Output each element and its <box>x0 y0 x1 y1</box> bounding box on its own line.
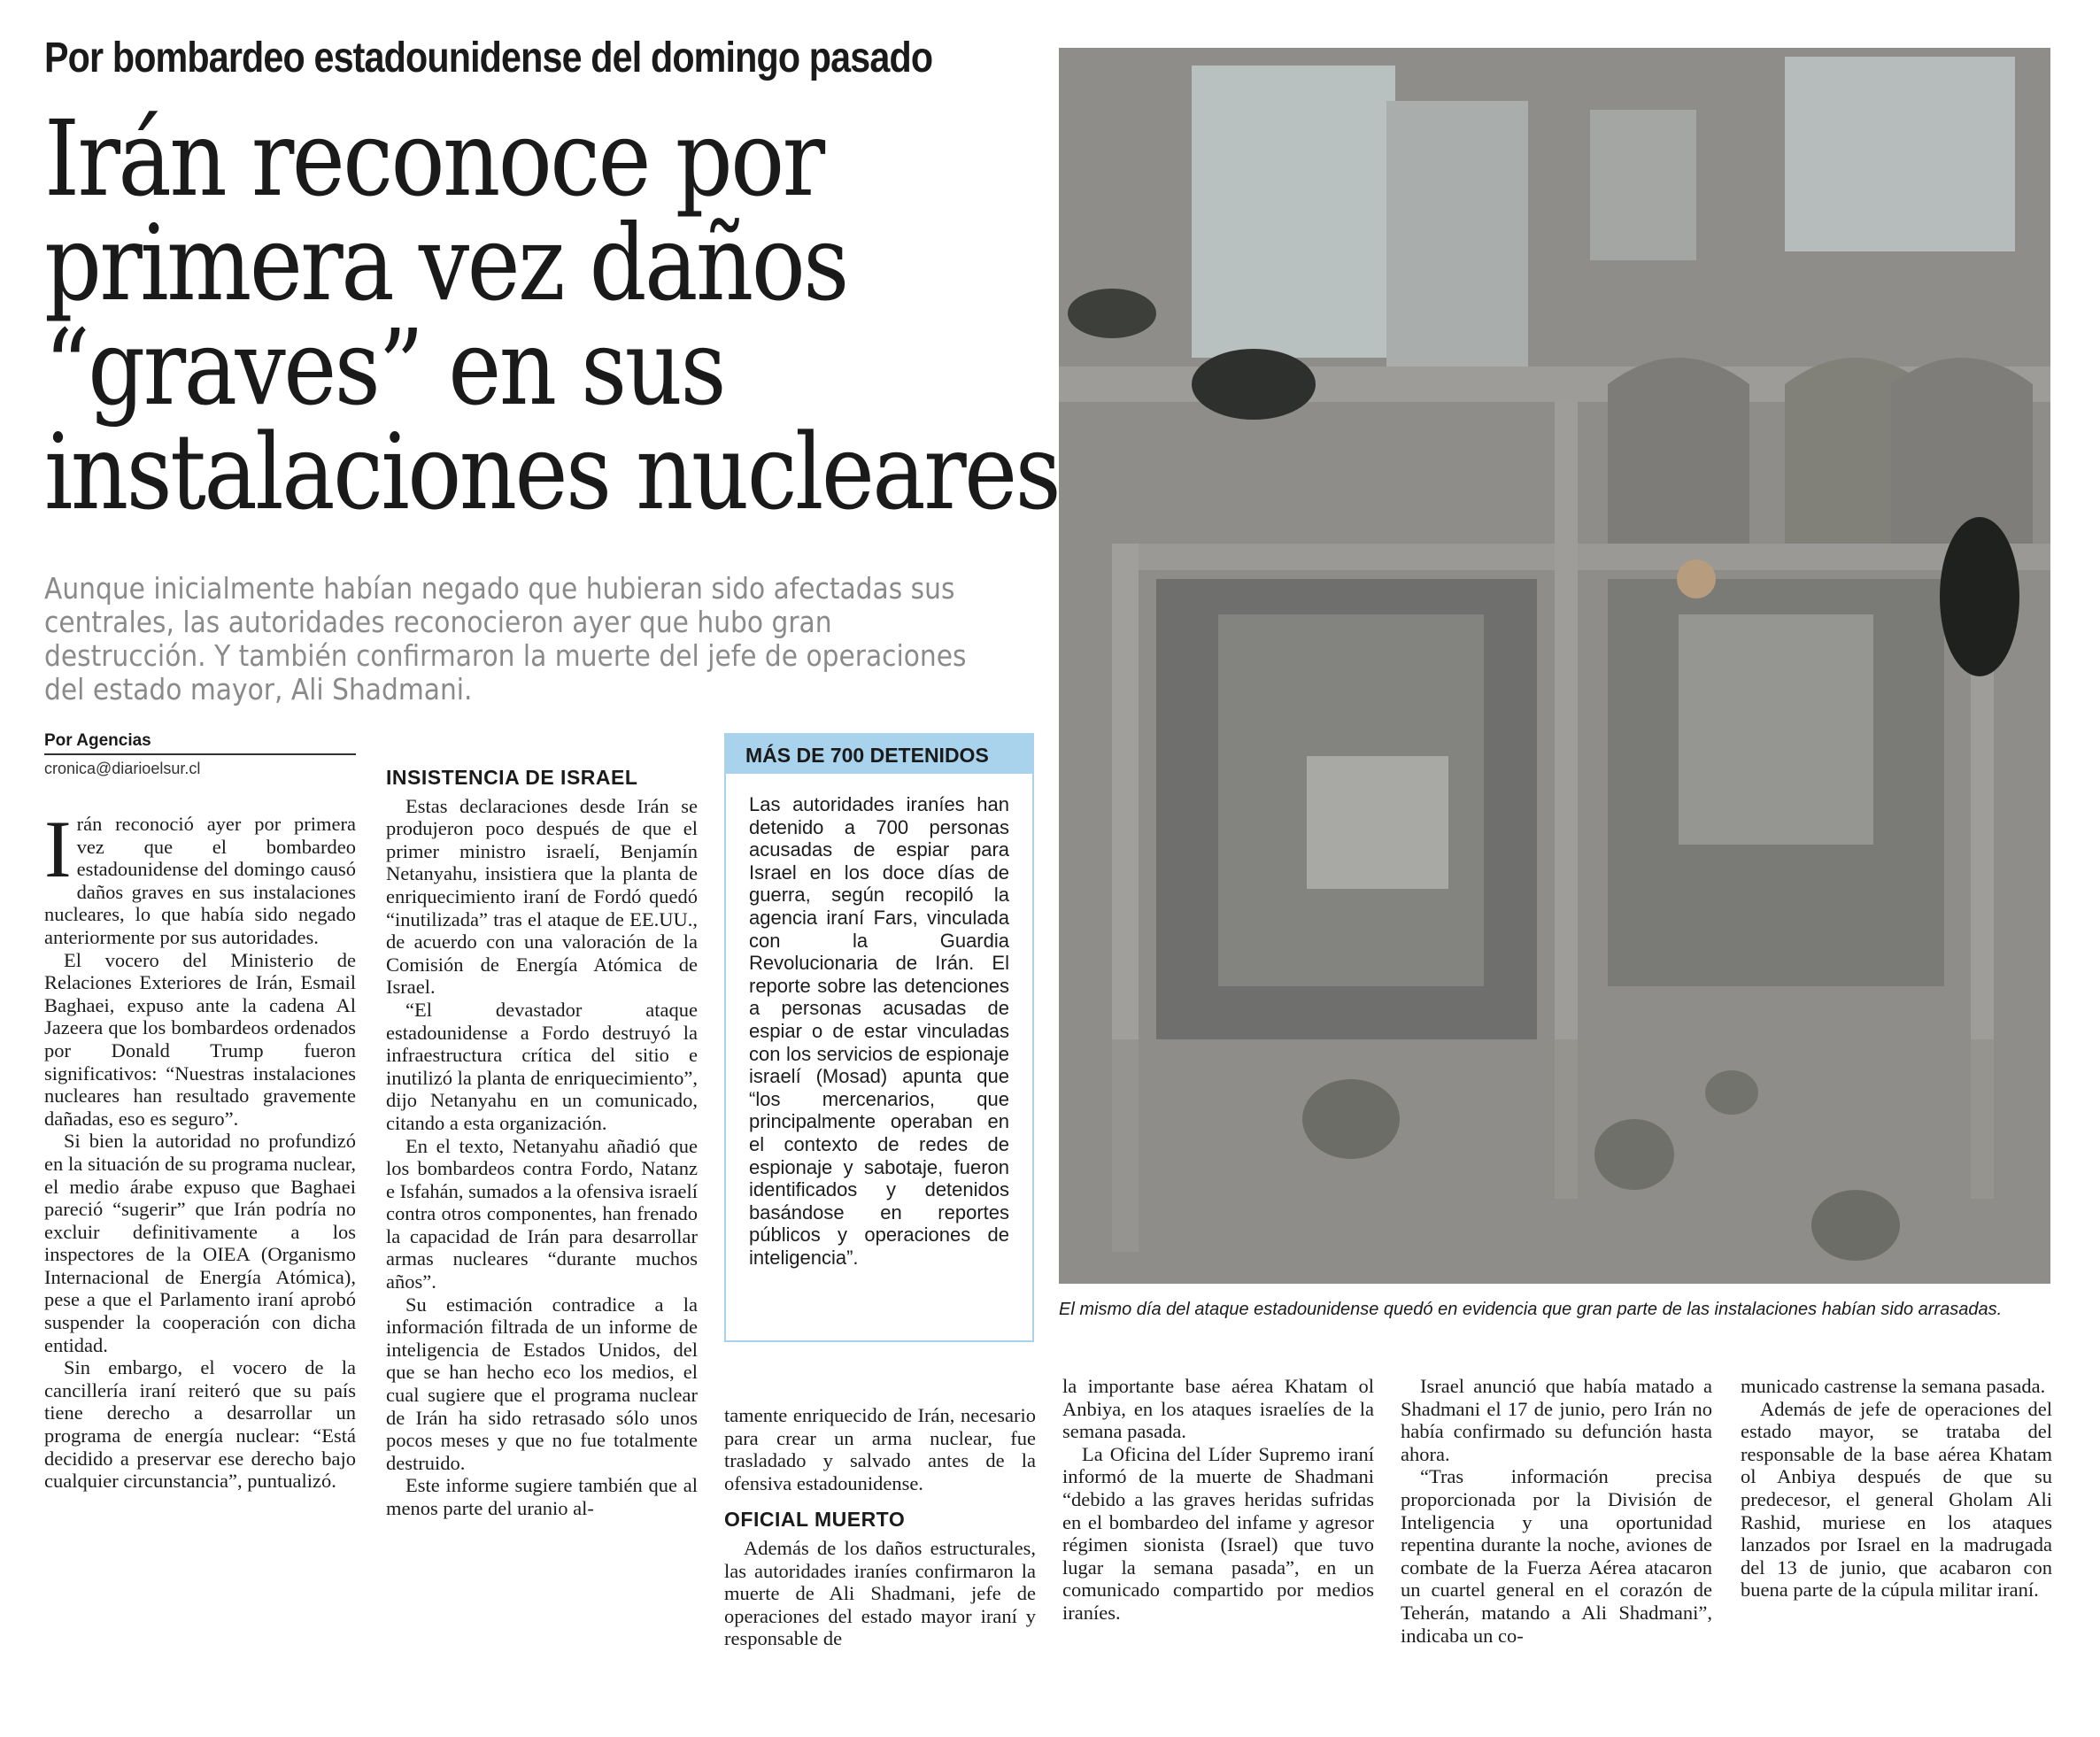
paragraph: En el texto, Netanyahu añadió que los bombardeos contra Fordo, Natanz e Isfahán, sumados a la ofensiva israelí contra otros componentes, han frenado la capacidad de Irán para desarrollar armas nucleares “durante muchos años”. <box>386 1134 698 1293</box>
sidebar-body: Las autoridades iraníes han detenido a 700 personas acusadas de espiar para Israel en los doce días de guerra, según recopiló la agencia iraní Fars, vinculada con la Guardia Revolucionaria de Irán. El reporte sobre las detenciones a personas acusadas de espiar o de estar vinculadas con los servicios de espionaje israelí (Mosad) apunta que “los mercenarios, que principalmente operaban en el contexto de redes de espionaje y sabotaje, fueron identificados y detenidos basándose en reportes públicos y operaciones de inteligencia”. <box>749 793 1009 1269</box>
paragraph: Además de los daños estructurales, las autoridades iraníes confirmaron la muerte de Ali Shadmani, jefe de operaciones del estado mayor iraní y responsable de <box>724 1536 1036 1650</box>
paragraph: tamente enriquecido de Irán, necesario para crear un arma nuclear, fue trasladado y salvado antes de la ofensiva estadounidense. <box>724 1404 1036 1494</box>
headline-line: instalaciones nucleares <box>44 411 1060 533</box>
dek-line: del estado mayor, Ali Shadmani. <box>44 672 473 706</box>
dek-line: centrales, las autoridades reconocieron ayer que hubo gran <box>44 605 832 639</box>
article-column-3 <box>724 1404 1036 1650</box>
satellite-photo <box>1059 48 2050 1284</box>
drop-cap: I <box>44 804 72 894</box>
paragraph: Su estimación contradice a la información filtrada de un informe de inteligencia de Estados Unidos, del que se han hecho eco los medios, el cual sugiere que el programa nuclear de Irán ha sido retrasado sólo unos pocos meses y que no fue totalmente destruido. <box>386 1293 698 1474</box>
paragraph: “El devastador ataque estadounidense a Fordo destruyó la infraestructura crítica del sitio e inutilizó la planta de enriquecimiento”, dijo Netanyahu en un comunicado, citando a esta organización. <box>386 998 698 1134</box>
byline-email[interactable]: cronica@diarioelsur.cl <box>44 760 201 777</box>
paragraph: Estas declaraciones desde Irán se produjeron poco después de que el primer ministro israelí, Benjamín Netanyahu, insistiera que la planta de enriquecimiento iraní de Fordó quedó “inutilizada” tras el ataque de EE.UU., de acuerdo con una valoración de la Comisión de Energía Atómica de Israel. <box>386 794 698 999</box>
paragraph: Sin embargo, el vocero de la cancillería iraní reiteró que su país tiene derecho a desarrollar un programa de energía nuclear: “Está decidido a preservar ese derecho bajo cualquier circunstancia”, puntualizó. <box>44 1356 356 1493</box>
article-column-5 <box>1401 1375 1712 1647</box>
subhead: OFICIAL MUERTO <box>724 1508 906 1532</box>
paragraph: municado castrense la semana pasada. <box>1741 1375 2046 1397</box>
dek-line: Aunque inicialmente habían negado que hubieran sido afectadas sus <box>44 571 955 606</box>
sidebar-title: MÁS DE 700 DETENIDOS <box>726 735 1032 774</box>
paragraph: la importante base aérea Khatam ol Anbiya, en los ataques israelíes de la semana pasada. <box>1062 1375 1374 1443</box>
article-column-4 <box>1062 1375 1374 1625</box>
headline-line: “graves” en sus <box>44 306 724 428</box>
dek <box>44 572 1080 706</box>
dek-line: destrucción. Y también confirmaron la muerte del jefe de operaciones <box>44 638 967 673</box>
paragraph: Este informe sugiere también que al menos parte del uranio al- <box>386 1474 698 1519</box>
kicker: Por bombardeo estadounidense del domingo pasado <box>44 35 933 81</box>
paragraph: Además de jefe de operaciones del estado mayor, se trataba del responsable de la base aérea Khatam ol Anbiya después de que su predecesor, el general Gholam Ali Rashid, muriese en los ataques lanzados por Israel en la madrugada del 13 de junio, que acabaron con buena parte de la cúpula militar iraní. <box>1741 1397 2052 1602</box>
paragraph: La Oficina del Líder Supremo iraní informó de la muerte de Shadmani “debido a las graves heridas sufridas en el bombardeo del infame y agresor régimen sionista (Israel) que tuvo lugar la semana pasada”, en un comunicado compartido por medios iraníes. <box>1062 1442 1374 1624</box>
subhead: INSISTENCIA DE ISRAEL <box>386 766 638 789</box>
paragraph: Si bien la autoridad no profundizó en la situación de su programa nuclear, el medio árabe expuso que Baghaei pareció “sugerir” que Irán podría no excluir definitivamente a los inspectores de la OIEA (Organismo Internacional de Energía Atómica), pese a que el Parlamento iraní aprobó suspender la cooperación con dicha entidad. <box>44 1130 356 1356</box>
headline-line: Irán reconoce por <box>44 97 823 220</box>
article-column-2 <box>386 767 698 1520</box>
photo-caption: El mismo día del ataque estadounidense quedó en evidencia que gran parte de las instalaciones habían sido arrasadas. <box>1059 1300 2003 1319</box>
paragraph: Irán reconoció ayer por primera vez que el bombardeo estadounidense del domingo causó daños graves en sus instalaciones nucleares, lo que había sido negado anteriormente por sus autoridades. <box>44 804 356 948</box>
headline <box>44 97 1110 533</box>
sidebar-box <box>724 733 1034 1342</box>
article-column-6 <box>1741 1375 2052 1602</box>
article-column-1 <box>44 804 356 1493</box>
byline: Por Agencias <box>44 731 356 755</box>
headline-line: primera vez daños <box>44 202 847 324</box>
paragraph: Israel anunció que había matado a Shadmani el 17 de junio, pero Irán no había confirmado su defunción hasta ahora. <box>1401 1375 1712 1465</box>
paragraph: “Tras información precisa proporcionada por la División de Inteligencia y una oportunidad repentina durante la noche, aviones de combate de la Fuerza Aérea atacaron un cuartel general en el corazón de Teherán, matando a Ali Shadmani”, indicaba un co- <box>1401 1465 1712 1647</box>
paragraph: El vocero del Ministerio de Relaciones Exteriores de Irán, Esmail Baghaei, expuso ante la cadena Al Jazeera que los bombardeos ordenados por Donald Trump fueron significativos: “Nuestras instalaciones nucleares han resultado gravemente dañadas, eso es seguro”. <box>44 948 356 1130</box>
satellite-image <box>1059 48 2050 1284</box>
